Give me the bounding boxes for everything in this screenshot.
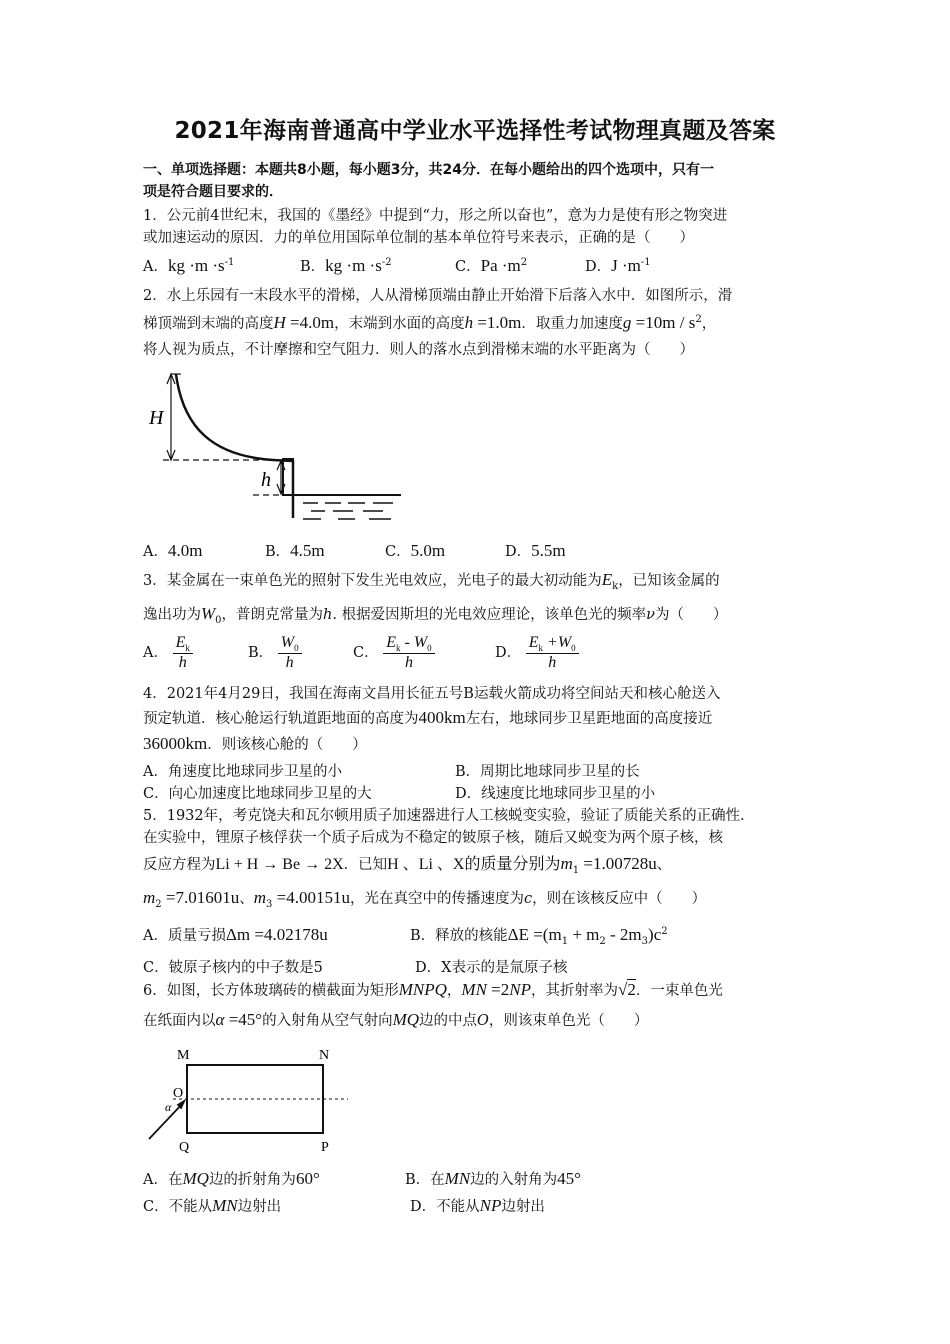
q2-option-d: D．5.5m [505,541,566,560]
q5-option-b: B．释放的核能$\Delta E =(m_1 + m_2 - 2m_3)c^2$ [410,925,668,947]
q4-option-d: D．线速度比地球同步卫星的小 [455,786,656,802]
q6-option-a: A．在MQ边的折射角为60° [143,1169,320,1188]
q5-line2: 在实验中，锂原子核俘获一个质子后成为不稳定的铍原子核，随后又蜕变为两个原子核，核 [143,830,723,846]
q6-option-c: C．不能从MN边射出 [143,1196,282,1215]
q4-option-c: C．向心加速度比地球同步卫星的大 [143,786,372,802]
q1-option-b: B．kg $\cdot m \cdot s^{-2}$ [300,256,392,275]
figure-label-Q: Q [179,1140,190,1155]
q3-line1: 3．某金属在一束单色光的照射下发生光电效应，光电子的最大初动能为$E_k$，已知该金属的 [143,570,720,592]
figure-label-N: N [319,1048,330,1063]
q4-option-b: B．周期比地球同步卫星的长 [455,764,640,780]
q6-line2: 在纸面内以α =45°的入射角从空气射向MQ边的中点O，则该束单色光（ ） [143,1010,649,1029]
q4-option-a: A．角速度比地球同步卫星的小 [143,764,342,780]
q2-line3: 将人视为质点，不计摩擦和空气阻力．则人的落水点到滑梯末端的水平距离为（ ） [143,342,694,358]
q6-line1: 6．如图，长方体玻璃砖的横截面为矩形MNPQ，MN =2NP，其折射率为√2．一束单色光 [143,980,723,999]
q5-line3: 反应方程为Li + H → Be → 2X．已知H 、Li 、X的质量分别为$m_1 =1.00728u$、 [143,854,672,876]
slide-figure [143,368,413,528]
q2-option-c: C．5.0m [385,541,446,560]
q1-option-d: D．$J \cdot m^{-1}$ [585,256,651,275]
figure-label-alpha: α [165,1100,172,1114]
q2-option-b: B．4.5m [265,541,325,560]
q5-line4: $m_2 =7.01601u$、$m_3 =4.00151u$，光在真空中的传播速度为c，则在该核反应中（ ） [143,888,707,910]
q2-line2: 梯顶端到末端的高度H =4.0m，末端到水面的高度h =1.0m．取重力加速度$g =10m / s^2$， [143,312,717,332]
figure-label-O: O [173,1086,184,1101]
page-title: 2021年海南普通高中学业水平选择性考试物理真题及答案 [174,118,776,144]
q3-option-d: D． $\frac{E_k +W_0}{h}$ [495,634,579,672]
figure-label-P: P [321,1140,329,1155]
q6-option-b: B．在MN边的入射角为45° [405,1169,581,1188]
q1-option-c: C．$Pa \cdot m^2$ [455,256,528,275]
q3-option-b: B． $\frac{W_0}{h}$ [248,634,302,672]
section-heading-line2: 项是符合题目要求的． [143,184,283,200]
q5-option-d: D．X表示的是氚原子核 [415,960,568,976]
q4-line2: 预定轨道．核心舱运行轨道距地面的高度为400km左右，地球同步卫星距地面的高度接近 [143,708,713,727]
q3-option-c: C． $\frac{E_k - W_0}{h}$ [353,634,435,672]
glass-block-figure [143,1045,363,1160]
q1-option-a: A．kg $\cdot m \cdot s^{-1}$ [143,256,235,275]
q3-option-a: A． $\frac{E_k}{h}$ [143,634,193,672]
figure-label-h: h [261,469,271,491]
section-heading-line1: 一、单项选择题：本题共8小题，每小题3分，共24分．在每小题给出的四个选项中，只有一 [143,162,714,178]
q1-line2: 或加速运动的原因．力的单位用国际单位制的基本单位符号来表示，正确的是（ ） [143,230,694,246]
q4-line3: 36000km．则该核心舱的（ ） [143,734,367,753]
q1-line1: 1．公元前4世纪末，我国的《墨经》中提到“力，形之所以奋也”，意为力是使有形之物突进 [143,208,728,224]
figure-label-H: H [149,407,164,429]
q5-line1: 5．1932年，考克饶夫和瓦尔顿用质子加速器进行人工核蜕变实验，验证了质能关系的正确性． [143,808,755,824]
q5-option-a: A．质量亏损Δm =4.02178u [143,925,328,944]
q4-line1: 4．2021年4月29日，我国在海南文昌用长征五号B运载火箭成功将空间站天和核心舱送入 [143,686,721,702]
q2-option-a: A．4.0m [143,541,203,560]
figure-label-M: M [177,1048,190,1063]
q6-option-d: D．不能从NP边射出 [410,1196,545,1215]
q3-line2: 逸出功为$W_0$，普朗克常量为h. 根据爱因斯坦的光电效应理论，该单色光的频率ν为（ ） [143,604,728,626]
q2-line1: 2．水上乐园有一末段水平的滑梯，人从滑梯顶端由静止开始滑下后落入水中．如图所示，滑 [143,288,733,304]
q5-option-c: C．铍原子核内的中子数是5 [143,960,323,976]
